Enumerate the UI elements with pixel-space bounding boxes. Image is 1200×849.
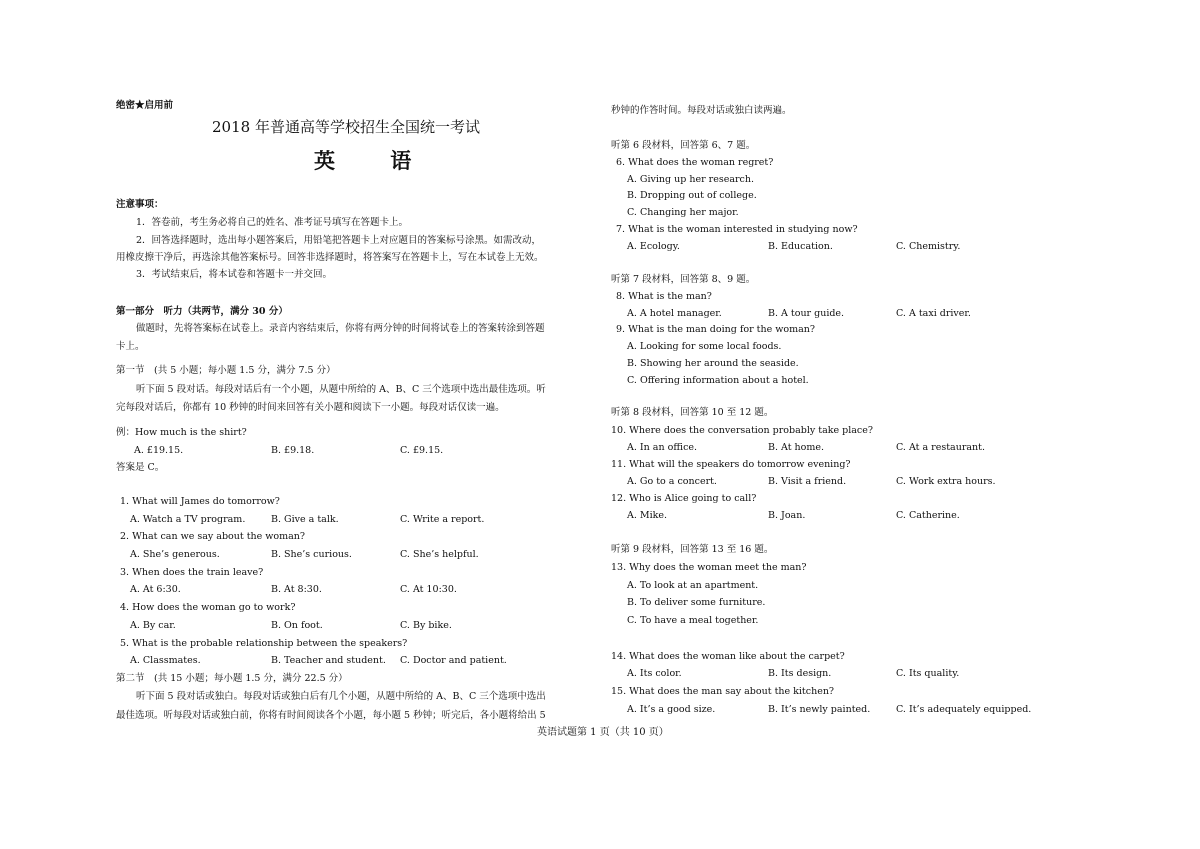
example-question: 例：How much is the shirt? bbox=[116, 427, 247, 438]
part1-title: 第一部分 听力（共两节，满分 30 分） bbox=[116, 306, 288, 317]
option: C. Doctor and patient. bbox=[400, 655, 507, 666]
exam-title: 2018 年普通高等学校招生全国统一考试 bbox=[212, 118, 480, 136]
option: C. She’s helpful. bbox=[400, 549, 479, 560]
option: C. Its quality. bbox=[896, 668, 960, 679]
option: A. In an office. bbox=[627, 442, 698, 453]
option: A. At 6:30. bbox=[130, 584, 181, 595]
option: C. At 10:30. bbox=[400, 584, 457, 595]
question: 4. How does the woman go to work? bbox=[120, 602, 296, 613]
option: B. She’s curious. bbox=[271, 549, 352, 560]
notice-item: 用橡皮擦干净后，再选涂其他答案标号。回答非选择题时，将答案写在答题卡上，写在本试卷上无效。 bbox=[116, 252, 544, 263]
option: C. It’s adequately equipped. bbox=[896, 704, 1032, 715]
option: B. Joan. bbox=[768, 510, 806, 521]
question: 14. What does the woman like about the carpet? bbox=[611, 651, 845, 662]
part1-instruction: 卡上。 bbox=[116, 341, 145, 352]
example-option: C. £9.15. bbox=[400, 445, 444, 456]
option: B. Visit a friend. bbox=[768, 476, 847, 487]
notice-item: 2．回答选择题时，选出每小题答案后，用铅笔把答题卡上对应题目的答案标号涂黑。如需改动， bbox=[136, 235, 542, 246]
question: 12. Who is Alice going to call? bbox=[611, 493, 757, 504]
option: B. It’s newly painted. bbox=[768, 704, 871, 715]
option: A. A hotel manager. bbox=[627, 308, 722, 319]
example-option: B. £9.18. bbox=[271, 445, 315, 456]
page-footer: 英语试题第 1 页（共 10 页） bbox=[537, 727, 669, 738]
question: 5. What is the probable relationship between the speakers? bbox=[120, 638, 408, 649]
option: B. At 8:30. bbox=[271, 584, 322, 595]
option: B. Showing her around the seaside. bbox=[627, 358, 799, 369]
option: A. It’s a good size. bbox=[627, 704, 716, 715]
option: C. A taxi driver. bbox=[896, 308, 971, 319]
option: A. To look at an apartment. bbox=[627, 580, 759, 591]
material-heading: 听第 6 段材料，回答第 6、7 题。 bbox=[611, 140, 756, 151]
option: C. Chemistry. bbox=[896, 241, 961, 252]
option: A. Classmates. bbox=[130, 655, 201, 666]
option: C. Offering information about a hotel. bbox=[627, 375, 809, 386]
section2-instruction: 秒钟的作答时间。每段对话或独白读两遍。 bbox=[611, 105, 792, 116]
option: C. Write a report. bbox=[400, 514, 485, 525]
secret-label: 绝密★启用前 bbox=[116, 100, 174, 111]
option: A. Its color. bbox=[627, 668, 682, 679]
question: 11. What will the speakers do tomorrow evening? bbox=[611, 459, 851, 470]
material-heading: 听第 8 段材料，回答第 10 至 12 题。 bbox=[611, 407, 774, 418]
question: 8. What is the man? bbox=[616, 291, 712, 302]
section2-instruction: 听下面 5 段对话或独白。每段对话或独白后有几个小题，从题中所给的 A、B、C 三个选项中选出 bbox=[136, 691, 546, 702]
material-heading: 听第 7 段材料，回答第 8、9 题。 bbox=[611, 274, 756, 285]
example-answer: 答案是 C。 bbox=[116, 462, 165, 473]
question: 6. What does the woman regret? bbox=[616, 157, 774, 168]
option: B. Teacher and student. bbox=[271, 655, 386, 666]
notice-item: 3．考试结束后，将本试卷和答题卡一并交回。 bbox=[136, 269, 333, 280]
section1-title: 第一节 (共 5 小题；每小题 1.5 分，满分 7.5 分） bbox=[116, 365, 336, 376]
option: B. To deliver some furniture. bbox=[627, 597, 766, 608]
question: 7. What is the woman interested in studying now? bbox=[616, 224, 858, 235]
option: C. Work extra hours. bbox=[896, 476, 996, 487]
example-option: A. £19.15. bbox=[134, 445, 184, 456]
option: A. Ecology. bbox=[627, 241, 680, 252]
section1-instruction: 完每段对话后，你都有 10 秒钟的时间来回答有关小题和阅读下一小题。每段对话仅读一遍。 bbox=[116, 402, 505, 413]
part1-instruction: 做题时，先将答案标在试卷上。录音内容结束后，你将有两分钟的时间将试卷上的答案转涂到答题 bbox=[136, 323, 545, 334]
option: C. To have a meal together. bbox=[627, 615, 759, 626]
notice-title: 注意事项： bbox=[116, 199, 164, 210]
option: B. Dropping out of college. bbox=[627, 190, 757, 201]
question: 15. What does the man say about the kitchen? bbox=[611, 686, 835, 697]
option: A. Mike. bbox=[627, 510, 668, 521]
option: A. By car. bbox=[130, 620, 176, 631]
option: A. She’s generous. bbox=[130, 549, 220, 560]
option: C. Changing her major. bbox=[627, 207, 739, 218]
option: A. Go to a concert. bbox=[627, 476, 717, 487]
option: B. At home. bbox=[768, 442, 825, 453]
option: C. By bike. bbox=[400, 620, 452, 631]
option: B. Education. bbox=[768, 241, 833, 252]
question: 3. When does the train leave? bbox=[120, 567, 264, 578]
option: B. A tour guide. bbox=[768, 308, 845, 319]
option: B. Its design. bbox=[768, 668, 832, 679]
notice-item: 1．答卷前，考生务必将自己的姓名、准考证号填写在答题卡上。 bbox=[136, 217, 409, 228]
option: A. Looking for some local foods. bbox=[627, 341, 782, 352]
material-heading: 听第 9 段材料，回答第 13 至 16 题。 bbox=[611, 544, 774, 555]
question: 1. What will James do tomorrow? bbox=[120, 496, 280, 507]
option: C. At a restaurant. bbox=[896, 442, 985, 453]
option: B. On foot. bbox=[271, 620, 323, 631]
option: A. Watch a TV program. bbox=[130, 514, 246, 525]
question: 10. Where does the conversation probably take place? bbox=[611, 425, 873, 436]
section2-title: 第二节 (共 15 小题；每小题 1.5 分，满分 22.5 分） bbox=[116, 673, 348, 684]
subject-title: 英 语 bbox=[314, 148, 436, 173]
question: 2. What can we say about the woman? bbox=[120, 531, 306, 542]
section2-instruction: 最佳选项。听每段对话或独白前，你将有时间阅读各个小题，每小题 5 秒钟；听完后，各小题将给出 5 bbox=[116, 710, 546, 721]
question: 9. What is the man doing for the woman? bbox=[616, 324, 815, 335]
option: B. Give a talk. bbox=[271, 514, 339, 525]
section1-instruction: 听下面 5 段对话。每段对话后有一个小题，从题中所给的 A、B、C 三个选项中选出最佳选项。听 bbox=[136, 384, 546, 395]
option: A. Giving up her research. bbox=[627, 174, 754, 185]
question: 13. Why does the woman meet the man? bbox=[611, 562, 807, 573]
option: C. Catherine. bbox=[896, 510, 960, 521]
